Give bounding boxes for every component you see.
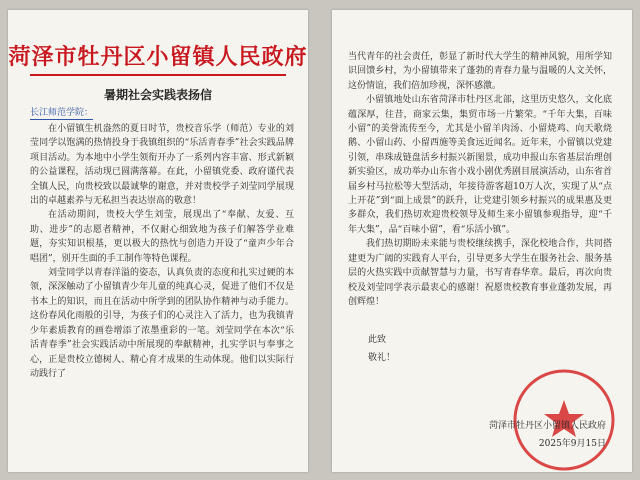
addressee: 长江师范学院： (30, 108, 94, 118)
paragraph-intro: 在小留镇生机盎然的夏日时节，贵校音乐学（师范）专业的刘莹同学以饱满的热情投身于我镇组织的“乐活青春季”社会实践品牌项目活动。为本地中小学生领衔开办了一系列内容丰富、形式新颖的公益课程，活动现已圆满落幕。在此，小留镇党委、政府谨代表全镇人民，向贵校致以最诚挚的谢意，并对贵校学子刘莹同学展现出的卓越素养与无私担当表达崇高的敬意！ (30, 124, 294, 207)
closing-cizhi: 此致 (368, 335, 387, 345)
paragraph-town-intro: 小留镇地处山东省菏泽市牡丹区北部，这里历史悠久，文化底蕴深厚，往昔，商家云集，集贸市场一片繁荣。“千年大集，百味小留”的美誉流传至今，尤其是小留羊肉汤、小留烧鸡、向天歌烧鹅、小留山药、小留西施等美食远近闻名。近年来，小留镇以党建引领，串珠成链盘活乡村振兴新图景，成功申报山东省基层治理创新实验区，成功举办山东省小戏小剧优秀剧目展演活动，山东省首届乡村马拉松等大型活动，年接待游客超10万人次，实现了从“点上开花”到“面上成景”的跃升，让党建引领乡村振兴的成果惠及更多群众，我们热切欢迎贵校领导及师生来小留镇参观指导，迎“千年大集”，品“百味小留”，看“乐活小镇”。 (348, 95, 612, 235)
paragraph-future: 我们热切期盼未来能与贵校继续携手，深化校地合作，共同搭建更为广阔的实践育人平台，引导更多大学生在服务社会、服务基层的火热实践中贡献智慧与力量，书写青春华章。最后，再次向贵校及刘莹同学表示最衷心的感谢！祝愿贵校教育事业蓬勃发展，再创辉煌！ (348, 239, 612, 307)
letter-title: 暑期社会实践表扬信 (103, 88, 212, 102)
letter-page-right (332, 10, 632, 472)
letterhead-title: 菏泽市牡丹区小留镇人民政府 (8, 44, 308, 70)
closing-jingli: 敬礼！ (368, 353, 396, 363)
paragraph-activities: 在活动期间，贵校大学生刘莹，展现出了“奉献、友爱、互助、进步”的志愿者精神，不仅耐心细致地为孩子们解答学业难题，夯实知识根基，更以极大的热忱与创造力开设了“童声少年合唱团”，别开生面的手工制作等特色课程。 (30, 210, 294, 264)
paragraph-impact: 刘莹同学以青春洋溢的姿态，认真负责的态度和扎实过硬的本领，深深触动了小留镇青少年儿童的纯真心灵，促进了他们不仅是书本上的知识，而且在活动中所学到的团队协作精神与动手能力。这份春风化雨般的引导，为孩子们的心灵注入了活力，也为我镇青少年素质教育的画卷增添了浓墨重彩的一笔。刘莹同学在本次“乐活青春季”社会实践活动中所展现的奉献精神，扎实学识与奉事之心，正是贵校立德树人、精心育才成果的生动体现。他们以实际行动践行了 (30, 268, 294, 379)
sender-signature: 菏泽市牡丹区小留镇人民政府 (488, 421, 606, 431)
paragraph-responsibility: 当代青年的社会责任，彰显了新时代大学生的精神风貌，用所学知识回馈乡村，为小留镇带来了蓬勃的青春力量与温暖的人文关怀，这份情谊，我们倍加珍视，深怀感激。 (348, 52, 612, 91)
letter-page-left (8, 10, 308, 472)
letterhead-red-rule (30, 74, 286, 76)
letter-body-right (348, 50, 612, 309)
letter-body-left (30, 122, 294, 381)
letter-date: 2025年9月15日 (538, 439, 606, 449)
